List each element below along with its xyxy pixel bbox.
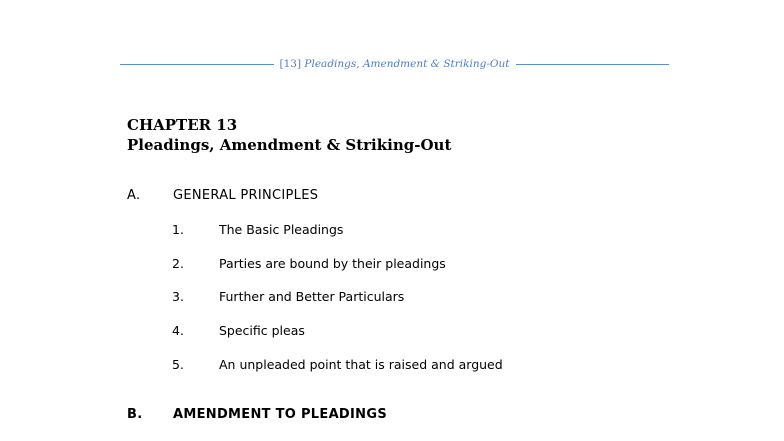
header-rule-left — [120, 64, 274, 65]
list-item-number: 2. — [172, 256, 184, 271]
chapter-title: Pleadings, Amendment & Striking-Out — [127, 136, 452, 154]
list-item-text: An unpleaded point that is raised and argued — [219, 357, 503, 372]
list-item-text: Parties are bound by their pleadings — [219, 256, 446, 271]
running-header-chapter-number: [13] — [279, 58, 302, 70]
running-header — [120, 57, 669, 71]
list-item-text: Further and Better Particulars — [219, 289, 405, 304]
running-header-title: Pleadings, Amendment & Striking-Out — [304, 58, 510, 70]
section-letter: B. — [127, 407, 143, 422]
section-title: AMENDMENT TO PLEADINGS — [173, 407, 387, 422]
chapter-label: CHAPTER 13 — [127, 116, 238, 134]
list-item-number: 3. — [172, 289, 184, 304]
list-item-number: 1. — [172, 222, 184, 237]
section-letter: A. — [127, 188, 141, 203]
header-rule-right — [516, 64, 670, 65]
list-item-text: Specific pleas — [219, 323, 305, 338]
list-item-text: The Basic Pleadings — [219, 222, 344, 237]
chapter-heading — [127, 115, 451, 155]
running-header-text — [274, 58, 516, 70]
list-item-number: 4. — [172, 323, 184, 338]
list-item-number: 5. — [172, 357, 184, 372]
section-title: GENERAL PRINCIPLES — [173, 188, 319, 203]
